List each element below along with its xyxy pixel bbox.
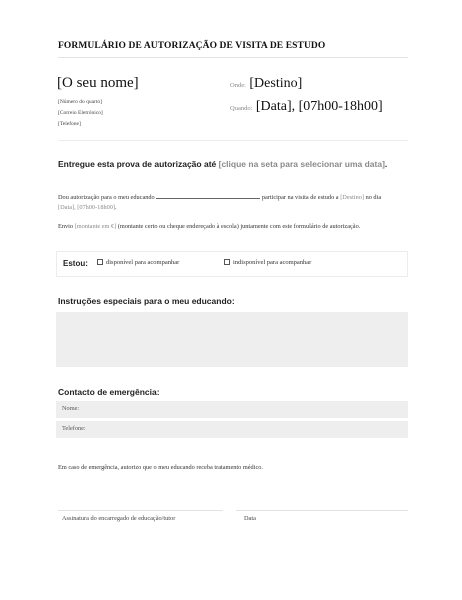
room-number-field[interactable]: [Número do quarto] — [58, 99, 102, 105]
unavailable-option[interactable] — [224, 259, 311, 266]
unavailable-option-label: indisponível para acompanhar — [233, 259, 312, 266]
when-row — [230, 99, 383, 115]
payment-paragraph — [58, 222, 398, 232]
date-signature-line[interactable] — [236, 510, 408, 511]
available-option[interactable] — [97, 259, 179, 266]
form-title: FORMULÁRIO DE AUTORIZAÇÃO DE VISITA DE ESTUDO — [58, 41, 326, 51]
p1-text-c: no dia — [365, 194, 382, 201]
availability-label: Estou: — [63, 259, 88, 268]
unavailable-checkbox[interactable] — [224, 259, 230, 265]
amount-field[interactable]: [montante em €] — [74, 223, 117, 230]
destination-field[interactable]: [Destino] — [249, 76, 303, 91]
emergency-phone-label: Telefone: — [62, 425, 86, 432]
emergency-name-label: Nome: — [62, 405, 80, 412]
phone-field[interactable]: [Telefone] — [58, 121, 81, 127]
p1-text-a: Dou autorização para o meu educando — [58, 194, 155, 201]
where-label: Onde: — [230, 82, 246, 89]
deliver-date-picker[interactable]: [clique na seta para selecionar uma data] — [218, 159, 385, 169]
when-label: Quando: — [230, 105, 253, 112]
emergency-phone-field[interactable] — [56, 421, 408, 438]
authorization-paragraph — [58, 193, 398, 213]
title-divider — [58, 57, 408, 58]
p2-text-a: Envio — [58, 223, 74, 230]
instructions-input[interactable] — [56, 312, 408, 367]
where-row — [230, 76, 302, 92]
emergency-name-field[interactable] — [56, 401, 408, 418]
email-field[interactable]: [Correio Eletrónico] — [58, 110, 103, 116]
p1-end: . — [115, 204, 117, 211]
instructions-heading: Instruções especiais para o meu educando: — [58, 296, 235, 306]
deliver-label: Entregue esta prova de autorização até — [58, 159, 217, 169]
medical-consent-text: Em caso de emergência, autorizo que o meu educando receba tratamento médico. — [58, 464, 263, 471]
available-option-label: disponível para acompanhar — [106, 259, 180, 266]
available-checkbox[interactable] — [97, 259, 103, 265]
guardian-signature-label: Assinatura do encarregado de educação/tutor — [62, 515, 176, 522]
section-divider — [58, 140, 408, 141]
deliver-by-text — [58, 158, 398, 171]
deliver-end: . — [384, 159, 388, 169]
name-field[interactable]: [O seu nome] — [57, 75, 139, 91]
p1-destination[interactable]: [Destino] — [340, 194, 364, 201]
guardian-signature-line[interactable] — [58, 510, 223, 511]
p2-text-b: (montante certo ou cheque endereçado à escola) juntamente com este formulário de autorização. — [117, 223, 361, 230]
student-name-blank[interactable] — [156, 193, 260, 199]
date-time-field[interactable]: [Data], [07h00-18h00] — [255, 99, 383, 114]
p1-date[interactable]: [Data], [07h00-18h00] — [58, 204, 116, 211]
emergency-heading: Contacto de emergência: — [58, 387, 160, 397]
p1-text-b: participar na visita de estudo a — [261, 194, 339, 201]
date-label: Data — [244, 515, 256, 522]
